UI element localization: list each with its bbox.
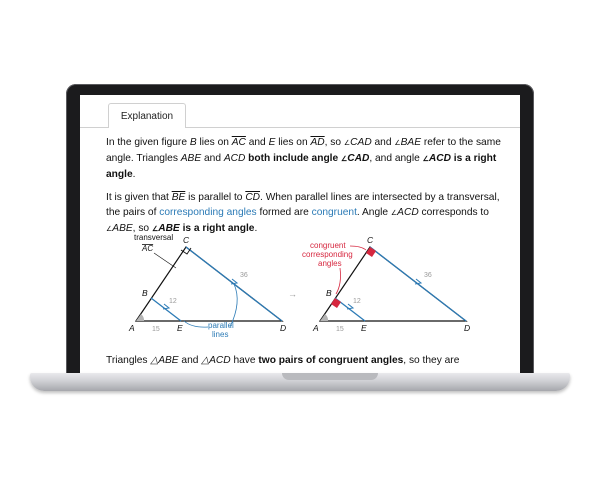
paragraph-1 (106, 135, 508, 182)
link-corresponding-angles[interactable]: corresponding angles (159, 207, 257, 218)
text: , so (324, 137, 344, 148)
paragraph-2 (106, 190, 508, 237)
triangle-diagrams (80, 232, 520, 347)
parallel-label: lines (212, 330, 229, 339)
segment-ac: $\overline{AC}$ (231, 137, 246, 148)
pointer-line (154, 253, 176, 268)
angle-abe: ABE (112, 223, 133, 234)
explanation-content (106, 135, 508, 245)
annotation-congruent: congruent (310, 241, 346, 250)
text: have (230, 355, 259, 366)
laptop-base (30, 373, 570, 391)
angle-symbol: ∠ (341, 156, 348, 163)
angle-symbol: ∠ (151, 226, 159, 233)
left-figure (128, 233, 286, 339)
triangle-abe: △ABE (150, 355, 179, 366)
parallel-label: parallel (208, 321, 234, 330)
text: and (201, 153, 224, 164)
angle-cad: CAD (347, 153, 370, 164)
text: , so (132, 223, 152, 234)
angle-symbol: ∠ (343, 140, 351, 147)
text: lies on (196, 137, 232, 148)
length-cd: 36 (424, 272, 432, 279)
vertex-d: D (280, 323, 287, 333)
laptop-screen (80, 95, 520, 378)
angle-bae: BAE (400, 137, 422, 148)
text: refer to the same angle. Triangles (106, 137, 501, 164)
arrow-icon: → (288, 289, 297, 299)
vertex-a: A (313, 323, 319, 333)
text: is parallel to (185, 192, 246, 203)
angle-symbol: ∠ (106, 226, 113, 233)
text-bold: both include angle (245, 153, 341, 164)
var-b: B (189, 137, 197, 148)
text: formed are (256, 207, 312, 218)
link-congruent[interactable]: congruent (311, 207, 357, 218)
length-ae: 15 (336, 326, 344, 333)
text: . (132, 169, 136, 180)
text: . (254, 223, 258, 234)
text: Triangles (106, 355, 151, 366)
vertex-b: B (142, 288, 148, 298)
angle-cad: CAD (350, 137, 372, 148)
angle-acd: ACD (397, 207, 419, 218)
length-be: 12 (353, 298, 361, 305)
angle-symbol: ∠ (394, 140, 401, 147)
triangle-acd: ACD (223, 153, 246, 164)
text: It is given that (106, 192, 172, 203)
annotation-pointer (336, 268, 341, 294)
segment-cd: $\overline{CD}$ (245, 192, 261, 203)
vertex-c: C (183, 235, 190, 245)
text: . When parallel lines are intersected by a transversal, the pairs of (106, 192, 500, 218)
laptop-notch (282, 373, 378, 380)
triangle-acd-shape (136, 247, 282, 321)
annotation-corresponding: corresponding (302, 250, 353, 259)
angle-abe: ABE (158, 223, 180, 234)
parallel-arrow (415, 279, 421, 284)
triangle-acd: △ACD (201, 355, 231, 366)
vertex-e: E (361, 323, 367, 333)
text: and (245, 137, 269, 148)
vertex-d: D (464, 323, 471, 333)
angle-symbol: ∠ (390, 210, 398, 217)
paragraph-3 (106, 353, 508, 368)
text: . Angle (356, 207, 391, 218)
text: and (371, 137, 395, 148)
text: , so they are (403, 355, 460, 366)
text: In the given figure (106, 137, 190, 148)
text: lies on (275, 137, 311, 148)
length-ae: 15 (152, 326, 160, 333)
angle-symbol: ∠ (422, 156, 429, 163)
vertex-e: E (177, 323, 183, 333)
length-be: 12 (169, 298, 177, 305)
vertex-c: C (367, 235, 374, 245)
segment-be: $\overline{BE}$ (171, 192, 186, 203)
congruent-angle-mark-c (366, 247, 376, 257)
text: , and angle (369, 153, 423, 164)
tab-explanation[interactable]: Explanation (108, 103, 186, 128)
congruent-angle-mark-b (331, 298, 341, 308)
var-e: E (268, 137, 276, 148)
vertex-a: A (129, 323, 135, 333)
text: and (178, 355, 202, 366)
text: corresponds to (418, 207, 489, 218)
text-bold: two pairs of congruent angles (258, 355, 404, 366)
tab-bar (80, 95, 520, 128)
length-cd: 36 (240, 272, 248, 279)
annotation-angles: angles (318, 259, 342, 268)
callout-curve (184, 321, 208, 327)
parallel-arrow (231, 279, 237, 284)
vertex-b: B (326, 288, 332, 298)
right-figure (302, 235, 470, 333)
transversal-label: transversal (134, 233, 174, 242)
segment-ad: $\overline{AD}$ (310, 137, 325, 148)
text-bold: is a right angle (106, 153, 497, 180)
transversal-segment: AC (142, 244, 154, 253)
triangle-abe: ABE (180, 153, 202, 164)
angle-acd: ACD (428, 153, 451, 164)
text-bold: is a right angle (179, 223, 255, 234)
